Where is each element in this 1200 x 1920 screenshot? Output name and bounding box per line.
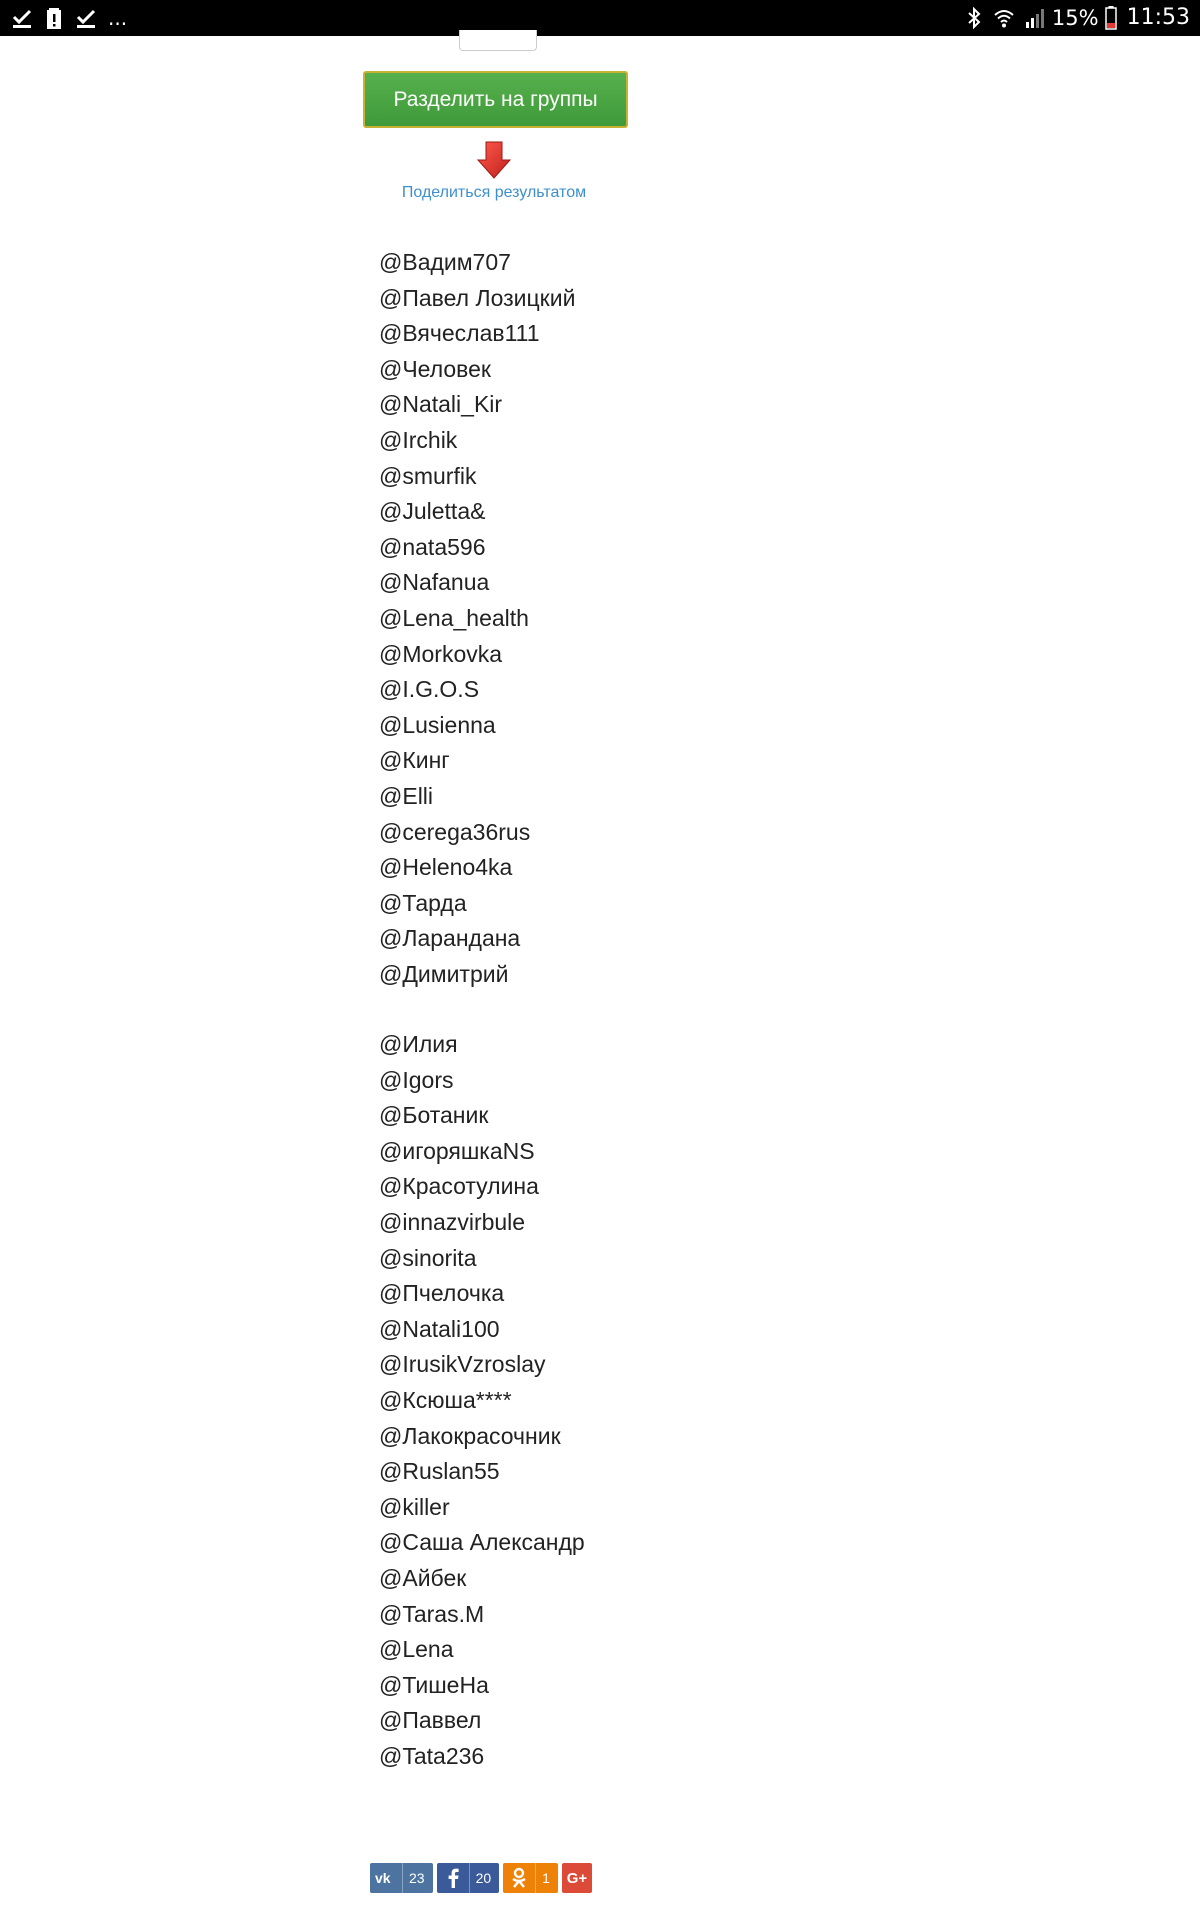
list-item: @sinorita <box>379 1244 477 1271</box>
clock: 11:53 <box>1126 5 1190 30</box>
list-item: @Nafanua <box>379 569 490 596</box>
list-item: @I.G.O.S <box>379 676 480 703</box>
list-item: @Илия <box>379 1031 458 1057</box>
google-plus-icon: G+ <box>566 1869 588 1887</box>
list-item: @Ботаник <box>379 1102 489 1129</box>
arrow-down-icon <box>476 140 512 180</box>
list-item: @Ruslan55 <box>379 1458 500 1485</box>
list-item: @Igors <box>379 1066 454 1093</box>
facebook-icon <box>437 1863 469 1893</box>
list-item: @Саша Александр <box>379 1529 585 1556</box>
split-into-groups-button[interactable]: Разделить на группы <box>363 71 628 128</box>
share-facebook-button[interactable] <box>437 1863 500 1893</box>
list-item: @Красотулина <box>379 1173 539 1200</box>
groups-count-input[interactable] <box>459 30 537 51</box>
list-item: @Ксюша**** <box>379 1386 512 1413</box>
list-item: @Lena_health <box>379 604 529 631</box>
status-bar-system <box>962 4 1190 32</box>
battery-percent: 15% <box>1051 6 1099 30</box>
more-notifications: ... <box>108 6 128 30</box>
social-share-bar <box>370 1863 592 1893</box>
odnoklassniki-icon <box>503 1863 535 1893</box>
list-item: @innazvirbule <box>379 1208 526 1235</box>
list-item: @Elli <box>379 782 434 809</box>
list-item: @Juletta& <box>379 498 486 525</box>
list-item: @nata596 <box>379 533 486 560</box>
list-item: @Вадим707 <box>379 249 511 275</box>
list-item: @Кинг <box>379 747 450 774</box>
list-item: @Ларандана <box>379 925 521 952</box>
odnoklassniki-share-count: 1 <box>535 1863 558 1893</box>
wifi-icon <box>992 6 1016 30</box>
list-item: @Павел Лозицкий <box>379 284 576 311</box>
list-item: @Irchik <box>379 426 458 453</box>
vk-icon <box>370 1863 402 1893</box>
bluetooth-icon <box>962 6 986 30</box>
svg-text:vk: vk <box>375 1871 391 1885</box>
share-google-plus-button[interactable] <box>562 1863 592 1893</box>
list-item: @smurfik <box>379 462 477 489</box>
status-bar-notifications <box>10 4 127 32</box>
list-item: @Heleno4ka <box>379 854 513 881</box>
group-2-list <box>379 1027 585 1774</box>
list-item: @Димитрий <box>379 960 509 987</box>
list-item: @Паввел <box>379 1707 482 1734</box>
list-item: @Natali_Kir <box>379 391 503 418</box>
list-item: @Лакокрасочник <box>379 1422 561 1449</box>
battery-icon <box>1105 6 1117 30</box>
list-item: @ТишеНа <box>379 1671 489 1698</box>
list-item: @Пчелочка <box>379 1280 505 1307</box>
share-odnoklassniki-button[interactable] <box>503 1863 558 1893</box>
list-item: @Айбек <box>379 1564 467 1591</box>
list-item: @Lusienna <box>379 711 496 738</box>
share-vk-button[interactable] <box>370 1863 433 1893</box>
list-item: @Tata236 <box>379 1742 485 1769</box>
list-item: @Taras.M <box>379 1600 485 1627</box>
list-item: @Lena <box>379 1636 454 1663</box>
list-item: @Natali100 <box>379 1315 500 1342</box>
list-item: @Тарда <box>379 889 467 916</box>
status-bar <box>0 0 1200 36</box>
list-item: @killer <box>379 1493 450 1520</box>
list-item: @Человек <box>379 355 491 382</box>
group-1-list <box>379 245 575 992</box>
download-done-icon <box>74 6 98 30</box>
list-item: @IrusikVzroslay <box>379 1351 546 1378</box>
facebook-share-count: 20 <box>469 1863 500 1893</box>
battery-alert-icon <box>42 6 66 30</box>
signal-icon <box>1022 6 1046 30</box>
share-result-link[interactable]: Поделиться результатом <box>401 184 587 201</box>
list-item: @cerega36rus <box>379 818 531 845</box>
list-item: @игоряшкаNS <box>379 1137 535 1164</box>
list-item: @Вячеслав111 <box>379 320 540 347</box>
download-done-icon <box>10 6 34 30</box>
vk-share-count: 23 <box>402 1863 433 1893</box>
list-item: @Morkovka <box>379 640 503 667</box>
